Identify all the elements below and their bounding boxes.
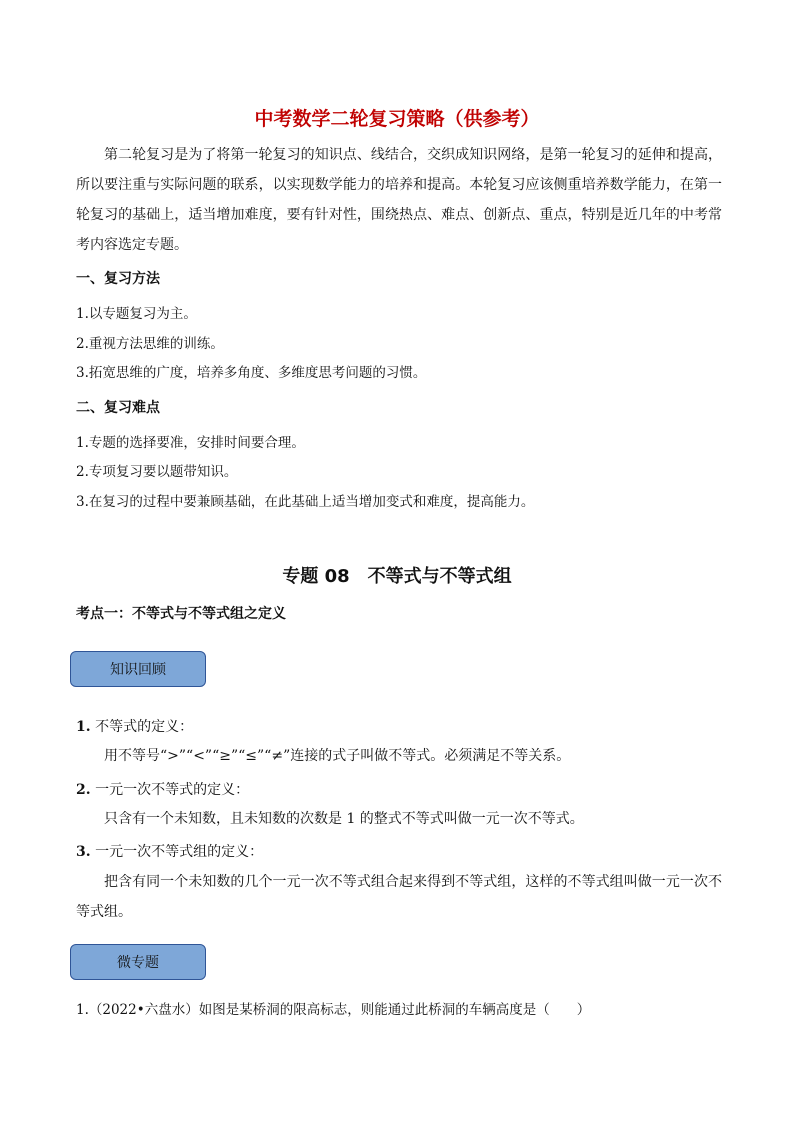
def-3-number: 3.	[76, 844, 91, 860]
def-3-label	[76, 841, 263, 861]
document-title: 中考数学二轮复习策略（供参考）	[254, 108, 540, 130]
intro-paragraph	[76, 140, 722, 260]
def-1-number: 1.	[76, 719, 91, 735]
question-1: 1.（2022•六盘水）如图是某桥洞的限高标志，则能通过此桥洞的车辆高度是（ ）	[76, 1002, 591, 1018]
section2-item-1: 1.专题的选择要准，安排时间要合理。	[76, 435, 305, 451]
section1-item-1: 1.以专题复习为主。	[76, 306, 197, 322]
def-3-body	[76, 867, 722, 927]
section2-heading: 二、复习难点	[76, 400, 160, 416]
topic-title: 专题 08 不等式与不等式组	[282, 566, 512, 587]
def-2-body	[76, 804, 722, 834]
section1-item-2: 2.重视方法思维的训练。	[76, 336, 224, 352]
def-2-title: 一元一次不等式的定义：	[90, 782, 250, 798]
micro-topic-button[interactable]: 微专题	[70, 944, 206, 980]
def-3-text: 把含有同一个未知数的几个一元一次不等式组合起来得到不等式组，这样的不等式组叫做一元一次不等式组。	[76, 874, 722, 920]
def-1-label	[76, 716, 193, 736]
def-2-label	[76, 779, 249, 799]
def-1-title: 不等式的定义：	[90, 719, 194, 735]
section1-heading: 一、复习方法	[76, 271, 160, 287]
def-1-body	[76, 741, 722, 771]
def-3-title: 一元一次不等式组的定义：	[90, 844, 264, 860]
knowledge-review-button[interactable]: 知识回顾	[70, 651, 206, 687]
def-2-number: 2.	[76, 782, 91, 798]
def-2-text: 只含有一个未知数，且未知数的次数是 1 的整式不等式叫做一元一次不等式。	[104, 811, 584, 827]
point1-heading: 考点一：不等式与不等式组之定义	[76, 606, 286, 622]
intro-text: 第二轮复习是为了将第一轮复习的知识点、线结合，交织成知识网络，是第一轮复习的延伸和提高，所以要注重与实际问题的联系，以实现数学能力的培养和提高。本轮复习应该侧重培养数学能力，在第一轮复习的基础上，适当增加难度，要有针对性，围绕热点、难点、创新点、重点，特别是近几年的中考常考内容选定专题。	[76, 147, 722, 253]
def-1-text: 用不等号“>”“<”“≥”“≤”“≠”连接的式子叫做不等式。必须满足不等关系。	[104, 748, 571, 764]
section2-item-3: 3.在复习的过程中要兼顾基础，在此基础上适当增加变式和难度，提高能力。	[76, 494, 535, 510]
section1-item-3: 3.拓宽思维的广度，培养多角度、多维度思考问题的习惯。	[76, 365, 427, 381]
section2-item-2: 2.专项复习要以题带知识。	[76, 464, 238, 480]
